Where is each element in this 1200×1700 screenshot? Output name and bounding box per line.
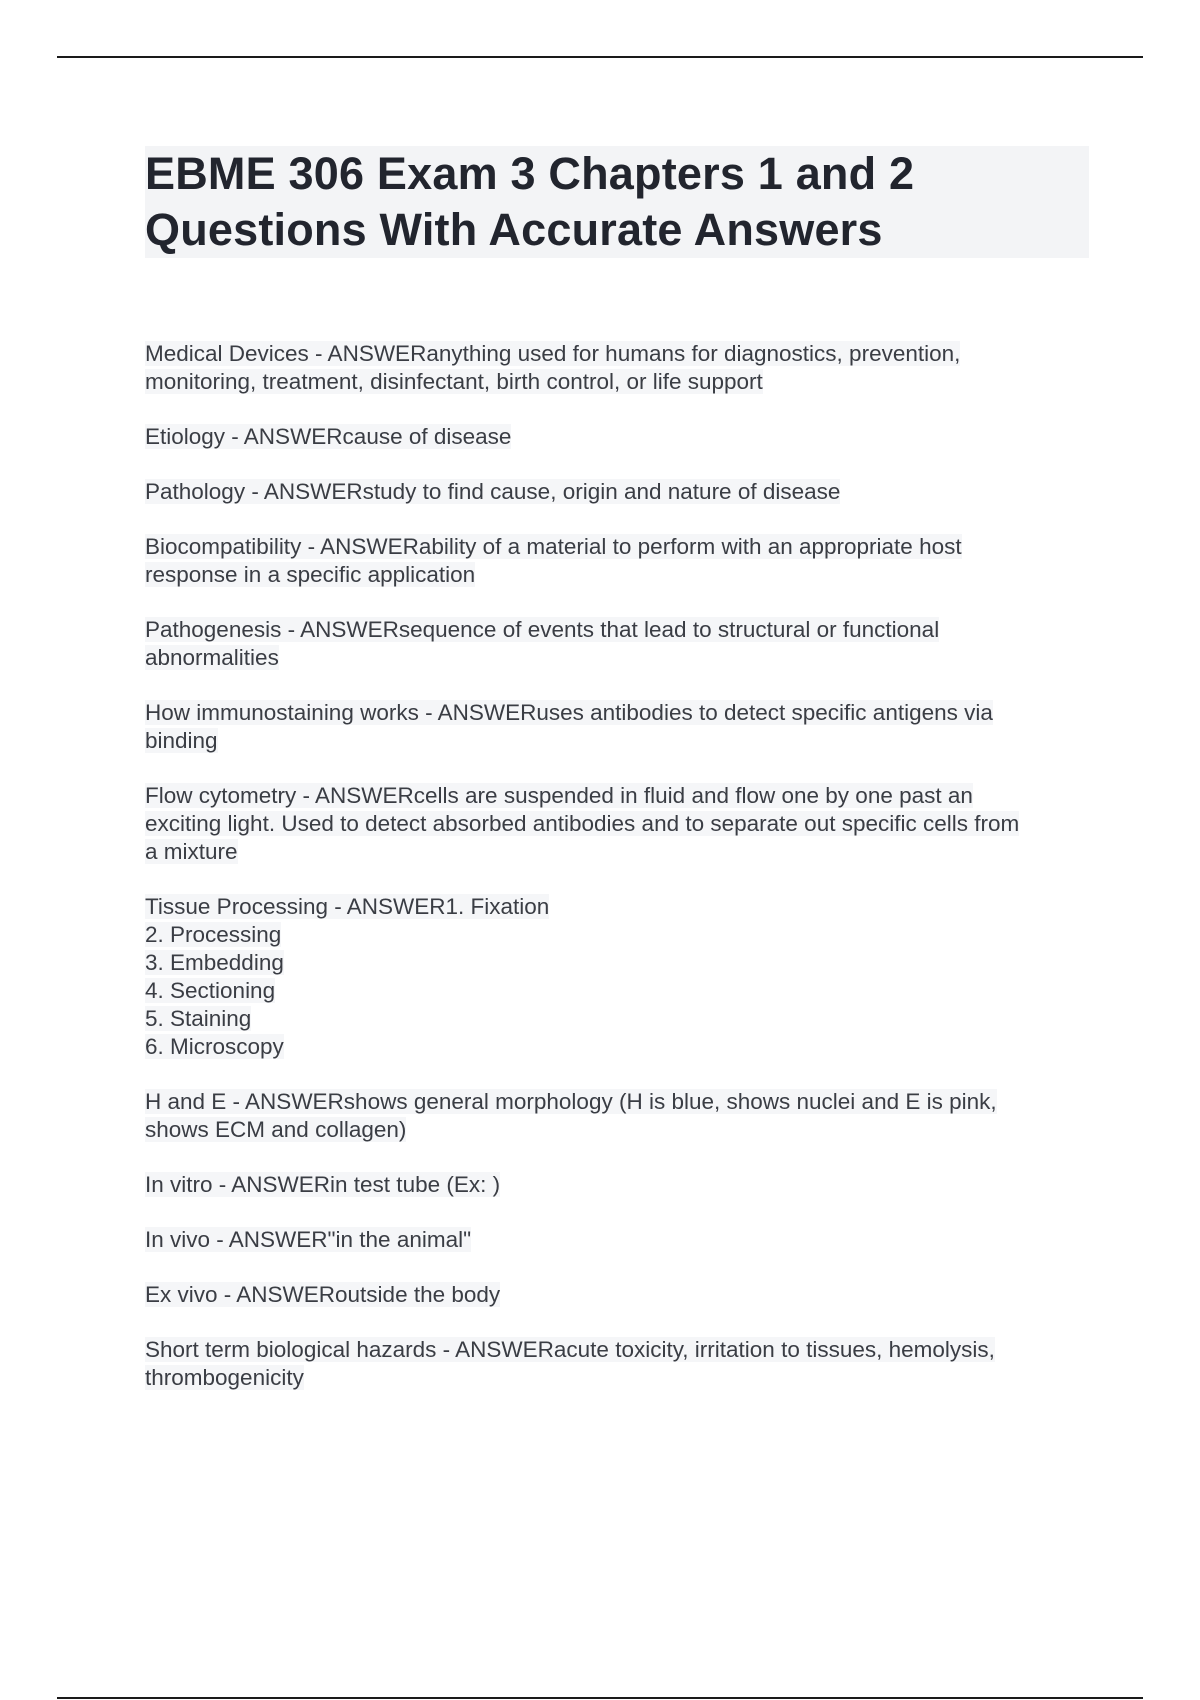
qa-text: Pathogenesis - ANSWERsequence of events that lead to structural or functional abnormalities	[145, 617, 940, 670]
qa-text: Ex vivo - ANSWERoutside the body	[145, 1282, 501, 1307]
qa-list	[145, 340, 1089, 1392]
qa-text: Medical Devices - ANSWERanything used for humans for diagnostics, prevention, monitoring, treatment, disinfectant, birth control, or life support	[145, 341, 961, 394]
qa-text: In vivo - ANSWER"in the animal"	[145, 1227, 472, 1252]
qa-text: Pathology - ANSWERstudy to find cause, origin and nature of disease	[145, 479, 841, 504]
qa-entry	[145, 1336, 1089, 1392]
qa-text: Short term biological hazards - ANSWERacute toxicity, irritation to tissues, hemolysis, thrombogenicity	[145, 1337, 995, 1390]
qa-entry	[145, 533, 1089, 589]
qa-entry	[145, 1281, 1089, 1309]
qa-entry	[145, 423, 1089, 451]
bottom-rule	[57, 1697, 1143, 1699]
qa-text: How immunostaining works - ANSWERuses antibodies to detect specific antigens via binding	[145, 700, 993, 753]
qa-entry	[145, 1088, 1089, 1144]
qa-text: H and E - ANSWERshows general morphology (H is blue, shows nuclei and E is pink, shows ECM and collagen)	[145, 1089, 997, 1142]
qa-text: Biocompatibility - ANSWERability of a material to perform with an appropriate host response in a specific application	[145, 534, 962, 587]
qa-text: Etiology - ANSWERcause of disease	[145, 424, 512, 449]
document-body	[145, 146, 1089, 1419]
document-title: EBME 306 Exam 3 Chapters 1 and 2 Questions With Accurate Answers	[145, 148, 915, 255]
qa-entry	[145, 1226, 1089, 1254]
qa-entry	[145, 699, 1089, 755]
qa-text: In vitro - ANSWERin test tube (Ex: )	[145, 1172, 501, 1197]
top-rule	[57, 56, 1143, 58]
qa-entry	[145, 340, 1089, 396]
qa-text: Tissue Processing - ANSWER1. Fixation 2. Processing 3. Embedding 4. Sectioning 5. Staining 6. Microscopy	[145, 894, 550, 1059]
qa-entry	[145, 478, 1089, 506]
qa-text: Flow cytometry - ANSWERcells are suspended in fluid and flow one by one past an exciting light. Used to detect absorbed antibodies and to separate out specific cells from a mixture	[145, 783, 1020, 864]
qa-entry	[145, 893, 1089, 1061]
qa-entry	[145, 616, 1089, 672]
qa-entry	[145, 1171, 1089, 1199]
title-block	[145, 146, 1089, 258]
qa-entry	[145, 782, 1089, 866]
